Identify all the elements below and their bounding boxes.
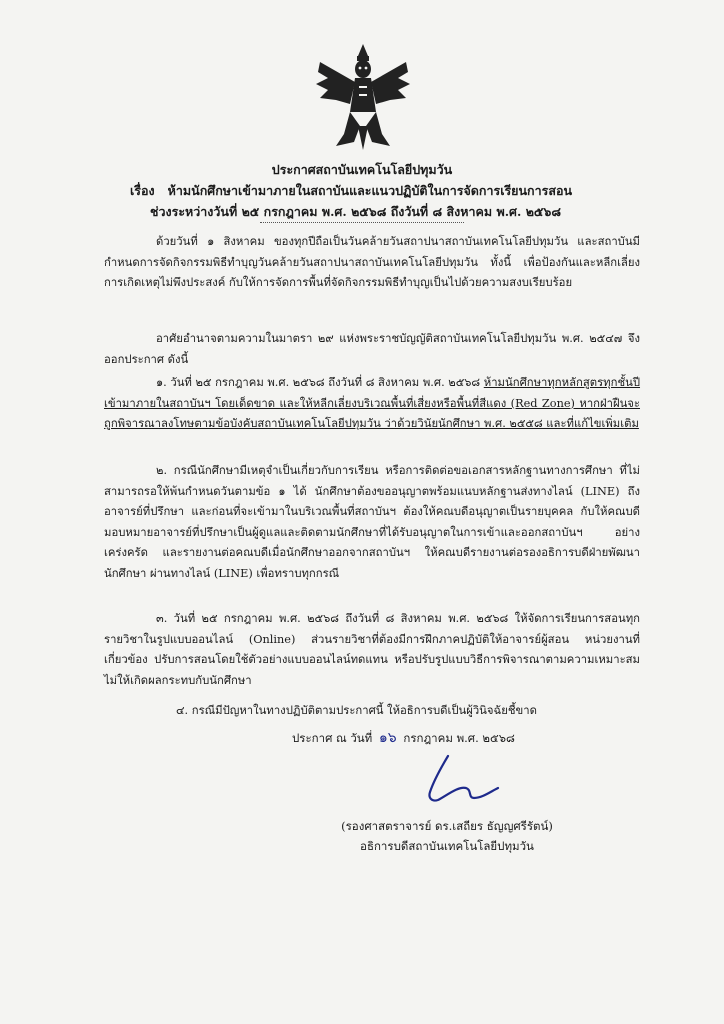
paragraph-intro — [104, 232, 640, 294]
signature-icon — [418, 752, 504, 808]
paragraph-authority-text: อาศัยอำนาจตามความในมาตรา ๒๙ แห่งพระราชบัญญัติสถาบันเทคโนโลยีปทุมวัน พ.ศ. ๒๕๔๗ จึงออกประกาศ ดังนี้ — [104, 332, 640, 366]
subject-line — [130, 181, 690, 201]
clause-2-text: ๒. กรณีนักศึกษามีเหตุจำเป็นเกี่ยวกับการเรียน หรือการติดต่อขอเอกสารหลักฐานทางการศึกษา ที่ไม่สามารถรอให้พ้นกำหนดวันตามข้อ ๑ ได้ นักศึกษาต้องขออนุญาตพร้อมแนบหลักฐานส่งทางไลน์ (LINE) ถึงอาจารย์ที่ปรึกษา และก่อนที่จะเข้ามาในบริเวณพื้นที่สถาบันฯ ต้องให้คณบดีอนุญาตเป็นรายบุคคล กับให้คณบดีมอบหมายอาจารย์ที่ปรึกษาเป็นผู้ดูแลและติดตามนักศึกษาที่ได้รับอนุญาตในการเข้าและออกสถาบันฯ อย่างเคร่งครัด และรายงานต่อคณบดีเมื่อนักศึกษาออกจากสถาบันฯ ให้คณบดีรายงานต่อรองอธิการบดีฝ่ายพัฒนานักศึกษา ผ่านทางไลน์ (LINE) เพื่อทราบทุกกรณี — [104, 464, 640, 580]
date-prefix: ประกาศ ณ วันที่ — [292, 731, 373, 745]
announcement-date — [292, 727, 515, 749]
clause-4: ๔. กรณีมีปัญหาในทางปฏิบัติตามประกาศนี้ ให้อธิการบดีเป็นผู้วินิจฉัยชี้ขาด — [176, 704, 537, 717]
clause-2 — [104, 461, 640, 584]
signer-name: (รองศาสตราจารย์ ดร.เสถียร ธัญญศรีรัตน์) — [341, 819, 553, 833]
date-month-year: กรกฎาคม พ.ศ. ๒๕๖๘ — [403, 731, 515, 745]
signer-position: อธิการบดีสถาบันเทคโนโลยีปทุมวัน — [360, 839, 534, 853]
subject-label: เรื่อง — [130, 183, 155, 198]
title-divider — [260, 222, 464, 223]
date-day: ๑๖ — [378, 730, 397, 746]
paragraph-authority — [104, 329, 640, 370]
clause-1-text: ๑. วันที่ ๒๕ กรกฎาคม พ.ศ. ๒๕๖๘ ถึงวันที่ ๘ สิงหาคม พ.ศ. ๒๕๖๘ — [156, 376, 481, 389]
clause-3-text: ๓. วันที่ ๒๕ กรกฎาคม พ.ศ. ๒๕๖๘ ถึงวันที่ ๘ สิงหาคม พ.ศ. ๒๕๖๘ ให้จัดการเรียนการสอนทุกรายวิชาในรูปแบบออนไลน์ (Online) ส่วนรายวิชาที่ต้องมีการฝึกภาคปฏิบัติให้อาจารย์ผู้สอน หน่วยงานที่เกี่ยวข้อง ปรับการสอนโดยใช้ตัวอย่างแบบออนไลน์ทดแทน หรือปรับรูปแบบวิธีการพิจารณาตามความเหมาะสมไม่ให้เกิดผลกระทบกับนักศึกษา — [104, 612, 640, 687]
period-line: ช่วงระหว่างวันที่ ๒๕ กรกฎาคม พ.ศ. ๒๕๖๘ ถึงวันที่ ๘ สิงหาคม พ.ศ. ๒๕๖๘ — [150, 204, 561, 219]
subject-text: ห้ามนักศึกษาเข้ามาภายในสถาบันและแนวปฏิบัติในการจัดการเรียนการสอน — [167, 183, 573, 198]
announcement-title: ประกาศสถาบันเทคโนโลยีปทุมวัน — [271, 162, 453, 177]
clause-3 — [104, 609, 640, 691]
clause-1 — [104, 373, 640, 435]
paragraph-intro-text: ด้วยวันที่ ๑ สิงหาคม ของทุกปีถือเป็นวันคล้ายวันสถาปนาสถาบันเทคโนโลยีปทุมวัน และสถาบันมีกำหนดการจัดกิจกรรมพิธีทำบุญวันคล้ายวันสถาปนาสถาบันเทคโนโลยีปทุมวัน ทั้งนี้ เพื่อป้องกันและหลีกเลี่ยงการเกิดเหตุไม่พึงประสงค์ กับให้การจัดการพื้นที่จัดกิจกรรมพิธีทำบุญเป็นไปด้วยความสงบเรียบร้อย — [104, 235, 640, 289]
garuda-emblem-icon — [314, 42, 412, 152]
clause-1-underlined-text: ห้ามนักศึกษาทุกหลักสูตรทุกชั้นปี เข้ามาภายในสถาบันฯ โดยเด็ดขาด และให้หลีกเลี่ยงบริเวณพื้นที่เสี่ยงหรือพื้นที่สีแดง (Red Zone) หากฝ่าฝืนจะถูกพิจารณาลงโทษตามข้อบังคับสถาบันเทคโนโลยีปทุมวัน ว่าด้วยวินัยนักศึกษา พ.ศ. ๒๕๕๘ และที่แก้ไขเพิ่มเติม — [104, 376, 641, 430]
